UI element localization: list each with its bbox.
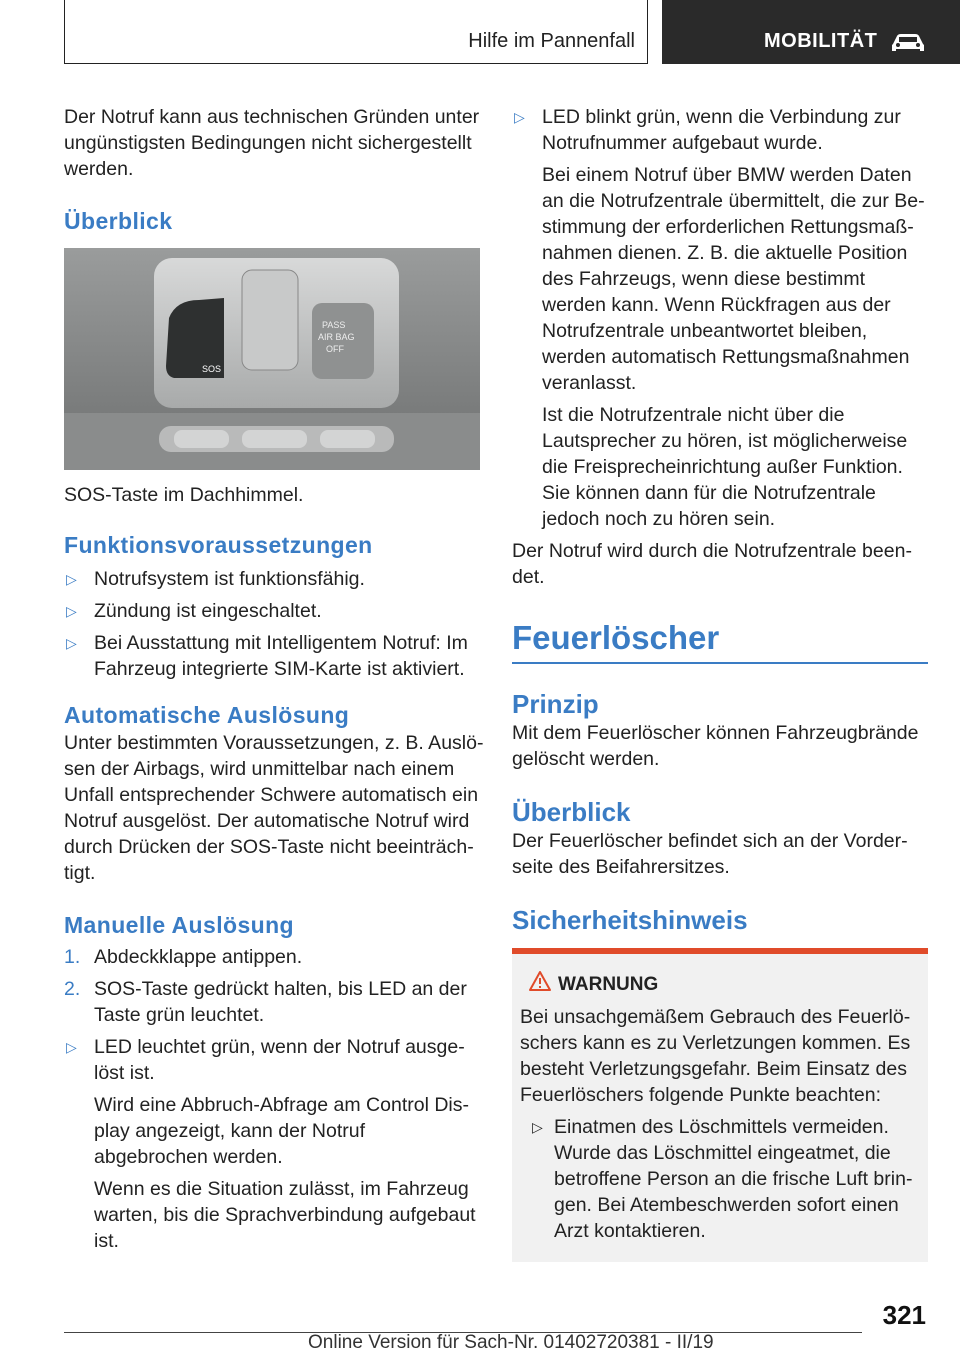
photo-caption: SOS-Taste im Dachhimmel. (64, 484, 304, 506)
manual-steps-list (64, 944, 484, 1028)
heading-auto-trigger: Automatische Auslösung (64, 702, 350, 728)
warning-text: Bei unsachgemäßem Gebrauch des Feuerlöschers kann es zu Verletzungen kommen. Es besteht Verletzungsgefahr. Beim Einsatz des Feuerlöschers folgende Punkte beachten: (520, 1005, 911, 1106)
list-item: ▷ Notrufsystem ist funktionsfähig. (66, 568, 365, 590)
list-item: ▷ LED blinkt grün, wenn die Verbindung zur Notrufnummer aufgebaut wurde. Bei einem Notruf über BMW werden Daten an die Notrufzentrale übermittelt, die zur Bestimmung der erforderlichen Rettungsmaßnahmen dienen. Z. B. die aktuelle Position des Fahrzeugs, wenn diese bestimmt werden kann. Wenn Rückfragen aus der Notrufzentrale unbeantwortet bleiben, werden automatisch Rettungsmaßnahmen veranlasst. Ist die Notrufzentrale nicht über die Lautsprecher zu hören, ist möglicherweise die Freisprecheinrichtung außer Funktion. Sie können dann für die Notrufzentrale jedoch noch zu hören sein. (514, 106, 925, 530)
warning-title: WARNUNG (520, 972, 920, 998)
requirements-list (64, 566, 484, 682)
list-item: ▷ Einatmen des Löschmittels vermeiden. Wurde das Löschmittel eingeatmet, die betroffene Person an die frische Luft bringen. Bei Atembeschwerden sofort einen Arzt kontaktieren. (532, 1115, 913, 1242)
step-item: 2. SOS-Taste gedrückt halten, bis LED an der Taste grün leuchtet. (64, 978, 467, 1026)
list-item: ▷ Bei Ausstattung mit Intelligentem Notruf: Im Fahrzeug integrierte SIM-Karte ist aktiviert. (66, 632, 468, 680)
emergency-end-text: Der Notruf wird durch die Notrufzentrale beendet. (512, 540, 912, 588)
section-divider (512, 662, 928, 664)
heading-requirements: Funktionsvoraussetzungen (64, 532, 373, 558)
header-section-box (64, 0, 648, 64)
heading-overview: Überblick (64, 208, 173, 234)
page-number: 321 (882, 1300, 926, 1330)
overview-text: Der Feuerlöscher befindet sich an der Vorderseite des Beifahrersitzes. (512, 829, 908, 878)
blink-list (512, 104, 928, 532)
photo-pass-label: PASS (322, 320, 346, 330)
photo-off-label: OFF (326, 344, 344, 354)
warning-list (520, 1114, 920, 1244)
heading-overview-extinguisher: Überblick (512, 796, 631, 827)
left-column (64, 104, 484, 1260)
heading-manual-trigger: Manuelle Auslösung (64, 912, 294, 938)
photo-sos-label: SOS (202, 364, 222, 374)
heading-safety: Sicherheitshinweis (512, 904, 748, 935)
triangle-bullet-icon: ▷ (66, 603, 77, 619)
triangle-bullet-icon: ▷ (66, 635, 77, 651)
header-chapter-title: MOBILITÄT (764, 30, 878, 52)
step-item: 1. Abdeckklappe antippen. (64, 946, 303, 968)
warning-triangle-icon (528, 970, 552, 992)
heading-extinguisher: Feuerlöscher (512, 619, 720, 656)
right-column (512, 104, 928, 1262)
photo-airbag-label: AIR BAG (318, 332, 355, 342)
list-item: ▷ LED leuchtet grün, wenn der Notruf ausgelöst ist. Wird eine Abbruch-Abfrage am Control Display angezeigt, kann der Notruf abgebrochen werden. Wenn es die Situation zulässt, im Fahrzeug warten, bis die Sprachverbindung aufgebaut ist. (66, 1036, 476, 1252)
footer-online-version: Online Version für Sach-Nr. 01402720381 - II/19 (308, 1332, 714, 1353)
triangle-bullet-icon: ▷ (514, 109, 525, 125)
car-icon (889, 30, 927, 54)
principle-text: Mit dem Feuerlöscher können Fahrzeugbrände gelöscht werden. (512, 721, 919, 770)
led-list (64, 1034, 484, 1254)
header-section-title: Hilfe im Pannenfall (468, 30, 635, 52)
triangle-bullet-icon: ▷ (532, 1118, 543, 1135)
sos-button-photo (64, 248, 480, 470)
heading-principle: Prinzip (512, 688, 599, 719)
header-chapter-box (662, 0, 960, 64)
intro-text: Der Notruf kann aus technischen Gründen unter ungünstigsten Bedingungen nicht sichergestellt werden. (64, 106, 480, 180)
warning-box (512, 948, 928, 1262)
list-item: ▷ Zündung ist eingeschaltet. (66, 600, 322, 622)
auto-trigger-text: Unter bestimmten Voraussetzungen, z. B. Auslösen der Airbags, wird unmittelbar nach einem Unfall entsprechender Schwere automatisch ein Notruf ausgelöst. Der automatische Notruf wird durch Drücken der SOS-Taste nicht beeinträchtigt. (64, 732, 484, 884)
triangle-bullet-icon: ▷ (66, 1039, 77, 1055)
triangle-bullet-icon: ▷ (66, 571, 77, 587)
